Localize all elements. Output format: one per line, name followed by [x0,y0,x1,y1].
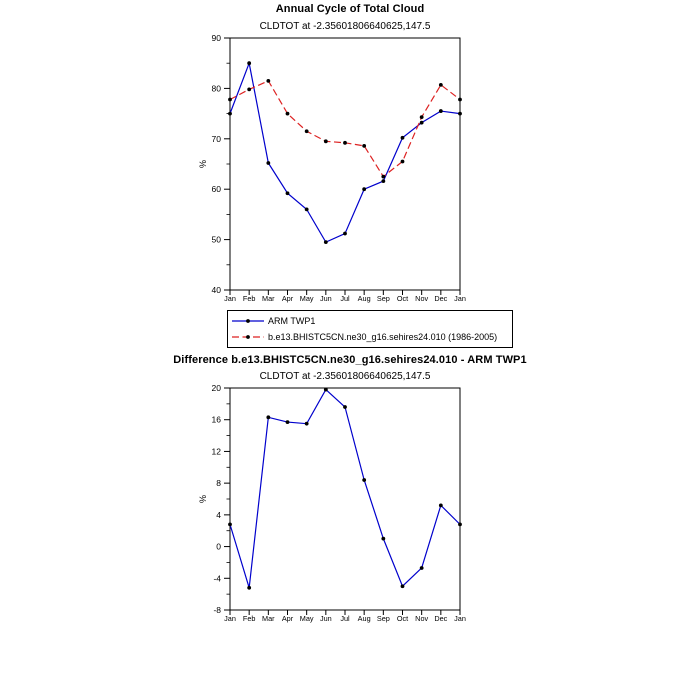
svg-text:Mar: Mar [262,614,275,623]
data-point-marker [247,586,251,590]
svg-text:%: % [198,159,208,169]
data-point-marker [305,129,309,133]
difference-title: Difference b.e13.BHISTC5CN.ne30_g16.sehires24.010 - ARM TWP1 [173,354,527,366]
plot-group [198,33,466,303]
data-point-marker [439,503,443,507]
data-point-marker [228,112,232,116]
svg-text:Aug: Aug [357,614,371,623]
data-point-marker [343,405,347,409]
svg-text:Feb: Feb [242,294,256,303]
data-point-marker [420,121,424,125]
data-point-marker [228,98,232,102]
data-point-marker [439,83,443,87]
svg-text:-4: -4 [213,573,221,584]
data-point-marker [362,144,366,148]
data-point-marker [439,109,443,113]
svg-text:-8: -8 [213,605,221,615]
svg-text:50: 50 [211,234,221,245]
svg-text:May: May [299,294,314,303]
svg-text:Nov: Nov [415,294,429,303]
data-point-marker [266,415,270,419]
svg-text:16: 16 [211,414,221,425]
svg-text:Dec: Dec [434,614,448,623]
difference-subtitle: CLDTOT at -2.35601806640625,147.5 [259,371,431,382]
svg-text:Jan: Jan [454,294,466,303]
svg-text:20: 20 [211,383,221,393]
svg-text:12: 12 [211,446,221,457]
svg-text:70: 70 [211,133,221,144]
svg-text:Jul: Jul [340,614,350,623]
svg-text:Oct: Oct [396,294,409,303]
series-line [230,390,460,588]
svg-text:%: % [198,494,208,504]
data-point-marker [228,522,232,526]
plot-group [198,383,466,623]
legend-line-sample [231,316,265,326]
svg-text:Apr: Apr [281,614,294,623]
data-point-marker [305,207,309,211]
data-point-marker [247,88,251,92]
svg-text:Sep: Sep [376,614,390,623]
data-point-marker [266,79,270,83]
svg-text:Aug: Aug [357,294,371,303]
data-point-marker [458,522,462,526]
data-point-marker [420,115,424,119]
data-point-marker [381,537,385,541]
svg-text:60: 60 [211,184,221,195]
data-point-marker [286,420,290,424]
data-point-marker [401,584,405,588]
data-point-marker [401,160,405,164]
data-point-marker [343,141,347,145]
data-point-marker [324,139,328,143]
data-point-marker [247,61,251,65]
data-point-marker [286,191,290,195]
annual-cycle-title: Annual Cycle of Total Cloud [275,3,425,15]
data-point-marker [305,422,309,426]
data-point-marker [458,112,462,116]
data-point-marker [458,98,462,102]
legend-item-0 [231,313,509,329]
data-point-marker [324,388,328,392]
svg-text:Jul: Jul [340,294,350,303]
chart-legend [227,310,513,348]
svg-text:Jan: Jan [454,614,466,623]
svg-text:Jun: Jun [319,614,332,623]
data-point-marker [362,478,366,482]
data-point-marker [401,136,405,140]
svg-text:40: 40 [211,285,221,295]
svg-text:Jan: Jan [224,294,236,303]
legend-label: ARM TWP1 [268,316,316,326]
svg-text:Dec: Dec [434,294,448,303]
svg-text:Jan: Jan [224,614,236,623]
svg-text:4: 4 [216,509,221,520]
svg-text:Sep: Sep [376,294,390,303]
data-point-marker [266,161,270,165]
series-line [230,81,460,177]
series-line [230,63,460,242]
svg-text:Oct: Oct [396,614,409,623]
legend-item-1 [231,329,509,345]
data-point-marker [420,566,424,570]
data-point-marker [381,175,385,179]
svg-text:90: 90 [211,33,221,43]
data-point-marker [362,187,366,191]
svg-text:8: 8 [216,478,221,489]
svg-text:Feb: Feb [242,614,256,623]
data-point-marker [381,179,385,183]
svg-text:Nov: Nov [415,614,429,623]
svg-text:Jun: Jun [319,294,332,303]
legend-label: b.e13.BHISTC5CN.ne30_g16.sehires24.010 (1986-2005) [268,332,498,342]
svg-text:0: 0 [216,541,221,552]
svg-text:May: May [299,614,314,623]
data-point-marker [286,112,290,116]
svg-text:Apr: Apr [281,294,294,303]
svg-text:80: 80 [211,83,221,94]
svg-text:Mar: Mar [262,294,275,303]
data-point-marker [343,232,347,236]
data-point-marker [324,240,328,244]
annual-cycle-subtitle: CLDTOT at -2.35601806640625,147.5 [259,21,431,32]
legend-line-sample [231,332,265,342]
